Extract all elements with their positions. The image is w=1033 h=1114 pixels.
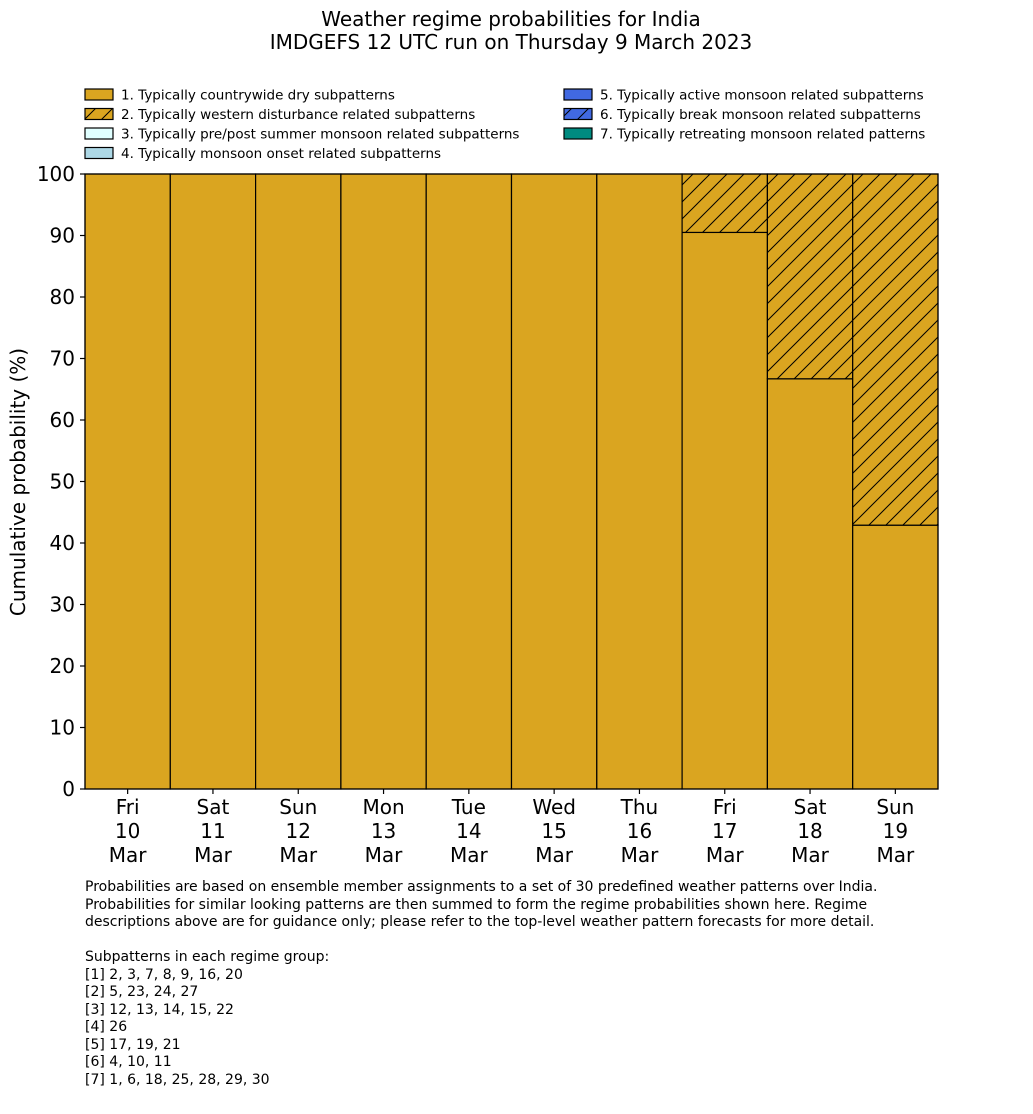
legend-entry [564,127,925,143]
x-tick-label: Sat 11 Mar [194,795,232,867]
y-tick-label: 10 [49,715,75,740]
chart-title: Weather regime probabilities for India [321,7,701,31]
bar-segment [170,174,255,789]
bar-segment [426,174,511,789]
bar-segment [341,174,426,789]
footnotes [85,879,985,1089]
svg-text:3. Typically pre/post summer m: 3. Typically pre/post summer monsoon related subpatterns [121,126,520,143]
note-line-1: Probabilities are based on ensemble member assignments to a set of 30 predefined weather patterns over India. [85,879,878,895]
y-tick-label: 0 [62,777,75,801]
y-tick-label: 90 [49,223,75,248]
group-line-7: [7] 1, 6, 18, 25, 28, 29, 30 [85,1071,270,1088]
y-tick-label: 60 [49,408,75,432]
svg-text:7. Typically retreating monsoo: 7. Typically retreating monsoon related patterns [600,126,926,143]
y-axis [37,162,85,801]
groups-heading: Subpatterns in each regime group: [85,949,330,965]
bar-segment [597,174,682,789]
legend-entry [564,88,924,104]
bar-segment [853,174,938,525]
x-tick-label: Sun 19 Mar [876,795,915,867]
legend-entry [85,107,475,123]
x-tick-label: Thu 16 Mar [620,795,659,867]
bar-segment [85,174,170,789]
legend-entry [85,88,395,104]
legend-entry [85,127,519,143]
svg-text:5. Typically active monsoon re: 5. Typically active monsoon related subpatterns [600,87,924,104]
bar-segment [512,174,597,789]
svg-text:2. Typically western disturban: 2. Typically western disturbance related subpatterns [121,107,476,123]
chart-bars [85,174,938,789]
bar-segment [853,525,938,789]
bar-segment [682,174,767,232]
y-tick-label: 100 [36,162,75,186]
y-tick-label: 40 [49,531,75,555]
group-line-6: [6] 4, 10, 11 [85,1054,172,1070]
x-axis [109,789,915,867]
chart-subtitle: IMDGEFS 12 UTC run on Thursday 9 March 2023 [269,30,753,54]
group-line-4: [4] 26 [85,1019,128,1035]
note-line-2: Probabilities for similar looking patterns are then summed to form the regime probabilities shown here. Regime [85,896,868,913]
x-tick-label: Sat 18 Mar [791,795,829,867]
svg-text:4. Typically monsoon onset rel: 4. Typically monsoon onset related subpatterns [121,146,442,162]
y-tick-label: 20 [49,654,75,678]
x-tick-label: Fri 10 Mar [108,795,147,867]
chart-legend [85,88,925,163]
bar-segment [682,232,767,789]
group-line-1: [1] 2, 3, 7, 8, 9, 16, 20 [85,966,243,983]
bar-segment [767,174,852,379]
svg-text:6. Typically break monsoon rel: 6. Typically break monsoon related subpatterns [600,107,921,123]
y-tick-label: 30 [49,592,75,617]
x-tick-label: Sun 12 Mar [279,795,318,867]
x-tick-label: Wed 15 Mar [532,795,576,867]
group-line-5: [5] 17, 19, 21 [85,1036,181,1053]
x-tick-label: Fri 17 Mar [705,795,744,867]
y-tick-label: 70 [49,346,75,371]
x-tick-label: Mon 13 Mar [362,795,405,867]
x-tick-label: Tue 14 Mar [449,795,488,867]
bar-segment [767,379,852,789]
group-line-3: [3] 12, 13, 14, 15, 22 [85,1001,234,1018]
y-tick-label: 50 [49,469,75,494]
note-line-3: descriptions above are for guidance only; please refer to the top-level weather pattern forecasts for more detail. [85,914,875,930]
legend-entry [564,107,921,123]
group-line-2: [2] 5, 23, 24, 27 [85,984,199,1000]
svg-text:1. Typically countrywide dry s: 1. Typically countrywide dry subpatterns [121,87,395,104]
y-axis-label: Cumulative probability (%) [6,347,30,617]
legend-entry [85,146,441,162]
bar-segment [256,174,341,789]
y-tick-label: 80 [49,285,75,309]
